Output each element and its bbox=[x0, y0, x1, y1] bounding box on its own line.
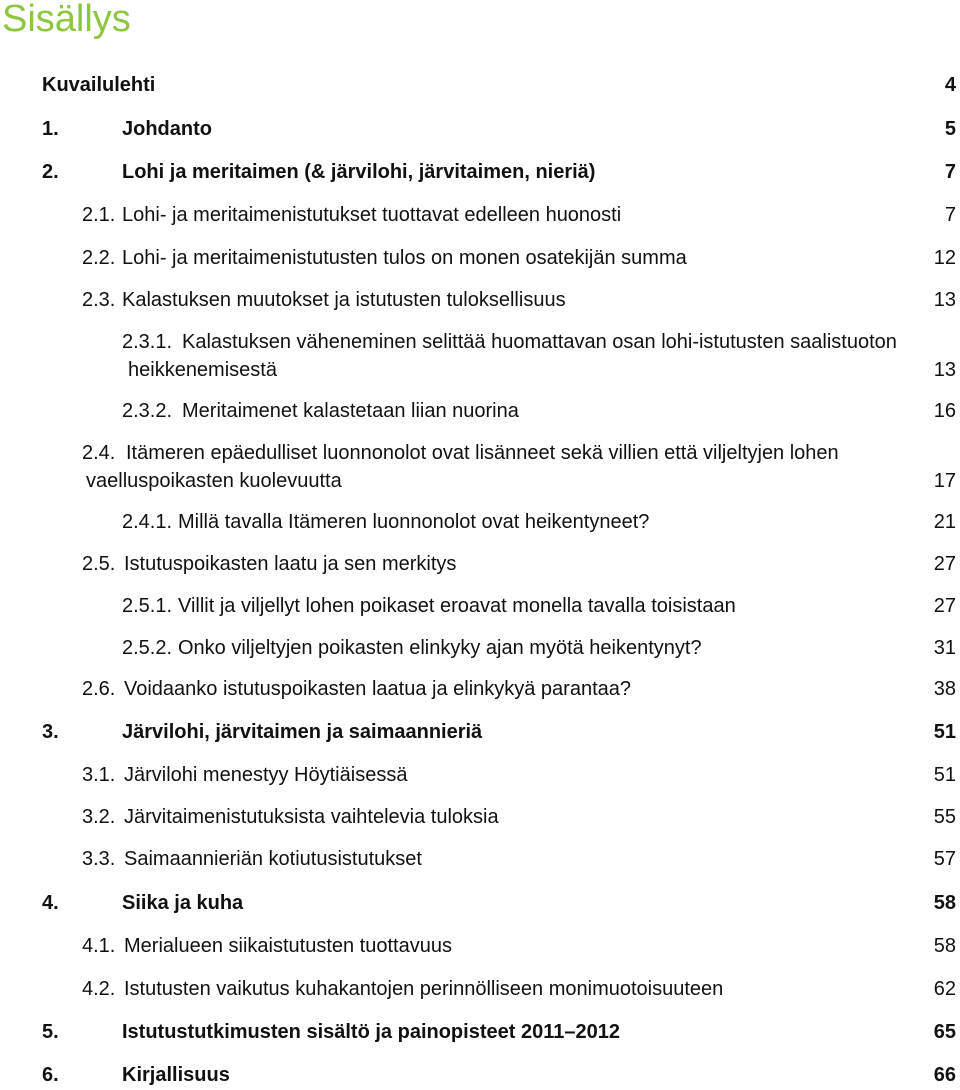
toc-entry-title[interactable]: Kalastuksen muutokset ja istutusten tuloksellisuus bbox=[122, 289, 566, 311]
toc-entry-number: 4.1. bbox=[82, 935, 116, 957]
toc-entry-page: 57 bbox=[933, 848, 956, 870]
toc-entry-page: 31 bbox=[933, 637, 956, 659]
toc-entry-number: 2.3.2. bbox=[122, 400, 173, 422]
toc-entry-page: 16 bbox=[933, 400, 956, 422]
toc-entry-page: 65 bbox=[933, 1021, 956, 1043]
toc-entry-title[interactable]: Saimaannieriän kotiutusistutukset bbox=[124, 848, 422, 870]
toc-entry-title-continued[interactable]: heikkenemisestä bbox=[128, 359, 277, 381]
toc-entry-title[interactable]: Istutustutkimusten sisältö ja painopisteet 2011–2012 bbox=[122, 1021, 620, 1043]
toc-entry-title[interactable]: Järvitaimenistutuksista vaihtelevia tuloksia bbox=[124, 806, 499, 828]
toc-entry-page: 38 bbox=[933, 678, 956, 700]
toc-entry-number: 1. bbox=[42, 118, 59, 140]
toc-entry-title[interactable]: Järvilohi menestyy Höytiäisessä bbox=[124, 764, 408, 786]
toc-entry-title[interactable]: Itämeren epäedulliset luonnonolot ovat lisänneet sekä villien että viljeltyjen lohen bbox=[126, 442, 839, 464]
toc-entry-title[interactable]: Lohi ja meritaimen (& järvilohi, järvitaimen, nieriä) bbox=[122, 161, 596, 183]
toc-entry-number: 3.3. bbox=[82, 848, 116, 870]
toc-entry-number: 2.5.1. bbox=[122, 595, 173, 617]
toc-entry-page: 58 bbox=[933, 935, 956, 957]
toc-entry-page: 17 bbox=[933, 470, 956, 492]
toc-entry-number: 2.3.1. bbox=[122, 331, 173, 353]
toc-entry-title-continued[interactable]: vaelluspoikasten kuolevuutta bbox=[86, 470, 342, 492]
toc-entry-title[interactable]: Lohi- ja meritaimenistutusten tulos on monen osatekijän summa bbox=[122, 247, 687, 269]
toc-entry-page: 7 bbox=[944, 161, 956, 183]
toc-entry-number: 3. bbox=[42, 721, 59, 743]
toc-entry-title[interactable]: Meritaimenet kalastetaan liian nuorina bbox=[182, 400, 519, 422]
toc-entry-number: 2.4.1. bbox=[122, 511, 173, 533]
toc-entry-title[interactable]: Kalastuksen väheneminen selittää huomattavan osan lohi-istutusten saalistuoton bbox=[182, 331, 897, 353]
toc-entry-title[interactable]: Millä tavalla Itämeren luonnonolot ovat heikentyneet? bbox=[178, 511, 650, 533]
toc-entry-number: 2.5. bbox=[82, 553, 116, 575]
toc-entry-number: 2.3. bbox=[82, 289, 116, 311]
toc-entry-number: 2.6. bbox=[82, 678, 116, 700]
toc-entry-page: 62 bbox=[933, 978, 956, 1000]
toc-entry-title[interactable]: Kuvailulehti bbox=[42, 74, 156, 96]
toc-entry-title[interactable]: Kirjallisuus bbox=[122, 1064, 230, 1086]
toc-entry-title[interactable]: Merialueen siikaistutusten tuottavuus bbox=[124, 935, 452, 957]
toc-entry-page: 51 bbox=[933, 721, 956, 743]
toc-entry-number: 2.5.2. bbox=[122, 637, 173, 659]
toc-entry-page: 5 bbox=[944, 118, 956, 140]
toc-entry-page: 21 bbox=[933, 511, 956, 533]
toc-entry-title[interactable]: Istutusten vaikutus kuhakantojen perinnölliseen monimuotoisuuteen bbox=[124, 978, 724, 1000]
toc-entry-page: 12 bbox=[933, 247, 956, 269]
toc-entry-number: 2.2. bbox=[82, 247, 116, 269]
toc-entry-page: 66 bbox=[933, 1064, 956, 1086]
toc-entry-number: 3.2. bbox=[82, 806, 116, 828]
page-title: Sisällys bbox=[2, 0, 131, 40]
toc-entry-title[interactable]: Istutuspoikasten laatu ja sen merkitys bbox=[124, 553, 457, 575]
toc-entry-number: 4. bbox=[42, 892, 59, 914]
toc-entry-page: 7 bbox=[944, 204, 956, 226]
toc-entry-number: 5. bbox=[42, 1021, 59, 1043]
toc-entry-number: 6. bbox=[42, 1064, 59, 1086]
toc-entry-title[interactable]: Siika ja kuha bbox=[122, 892, 244, 914]
toc-entry-page: 55 bbox=[933, 806, 956, 828]
toc-entry-page: 51 bbox=[933, 764, 956, 786]
toc-entry-title[interactable]: Järvilohi, järvitaimen ja saimaannieriä bbox=[122, 721, 483, 743]
toc-entry-number: 2.4. bbox=[82, 442, 116, 464]
toc-entry-title[interactable]: Voidaanko istutuspoikasten laatua ja elinkykyä parantaa? bbox=[124, 678, 632, 700]
toc-entry-title[interactable]: Johdanto bbox=[122, 118, 212, 140]
toc-entry-page: 27 bbox=[933, 553, 956, 575]
toc-entry-number: 2.1. bbox=[82, 204, 116, 226]
toc-entry-page: 27 bbox=[933, 595, 956, 617]
toc-entry-title[interactable]: Onko viljeltyjen poikasten elinkyky ajan myötä heikentynyt? bbox=[178, 637, 702, 659]
toc-entry-title[interactable]: Lohi- ja meritaimenistutukset tuottavat edelleen huonosti bbox=[122, 204, 622, 226]
toc-entry-page: 4 bbox=[944, 74, 956, 96]
toc-entry-title[interactable]: Villit ja viljellyt lohen poikaset eroavat monella tavalla toisistaan bbox=[178, 595, 736, 617]
toc-entry-page: 58 bbox=[933, 892, 956, 914]
toc-entry-page: 13 bbox=[933, 289, 956, 311]
toc-entry-number: 2. bbox=[42, 161, 59, 183]
toc-entry-number: 4.2. bbox=[82, 978, 116, 1000]
toc-entry-page: 13 bbox=[933, 359, 956, 381]
toc-entry-number: 3.1. bbox=[82, 764, 116, 786]
